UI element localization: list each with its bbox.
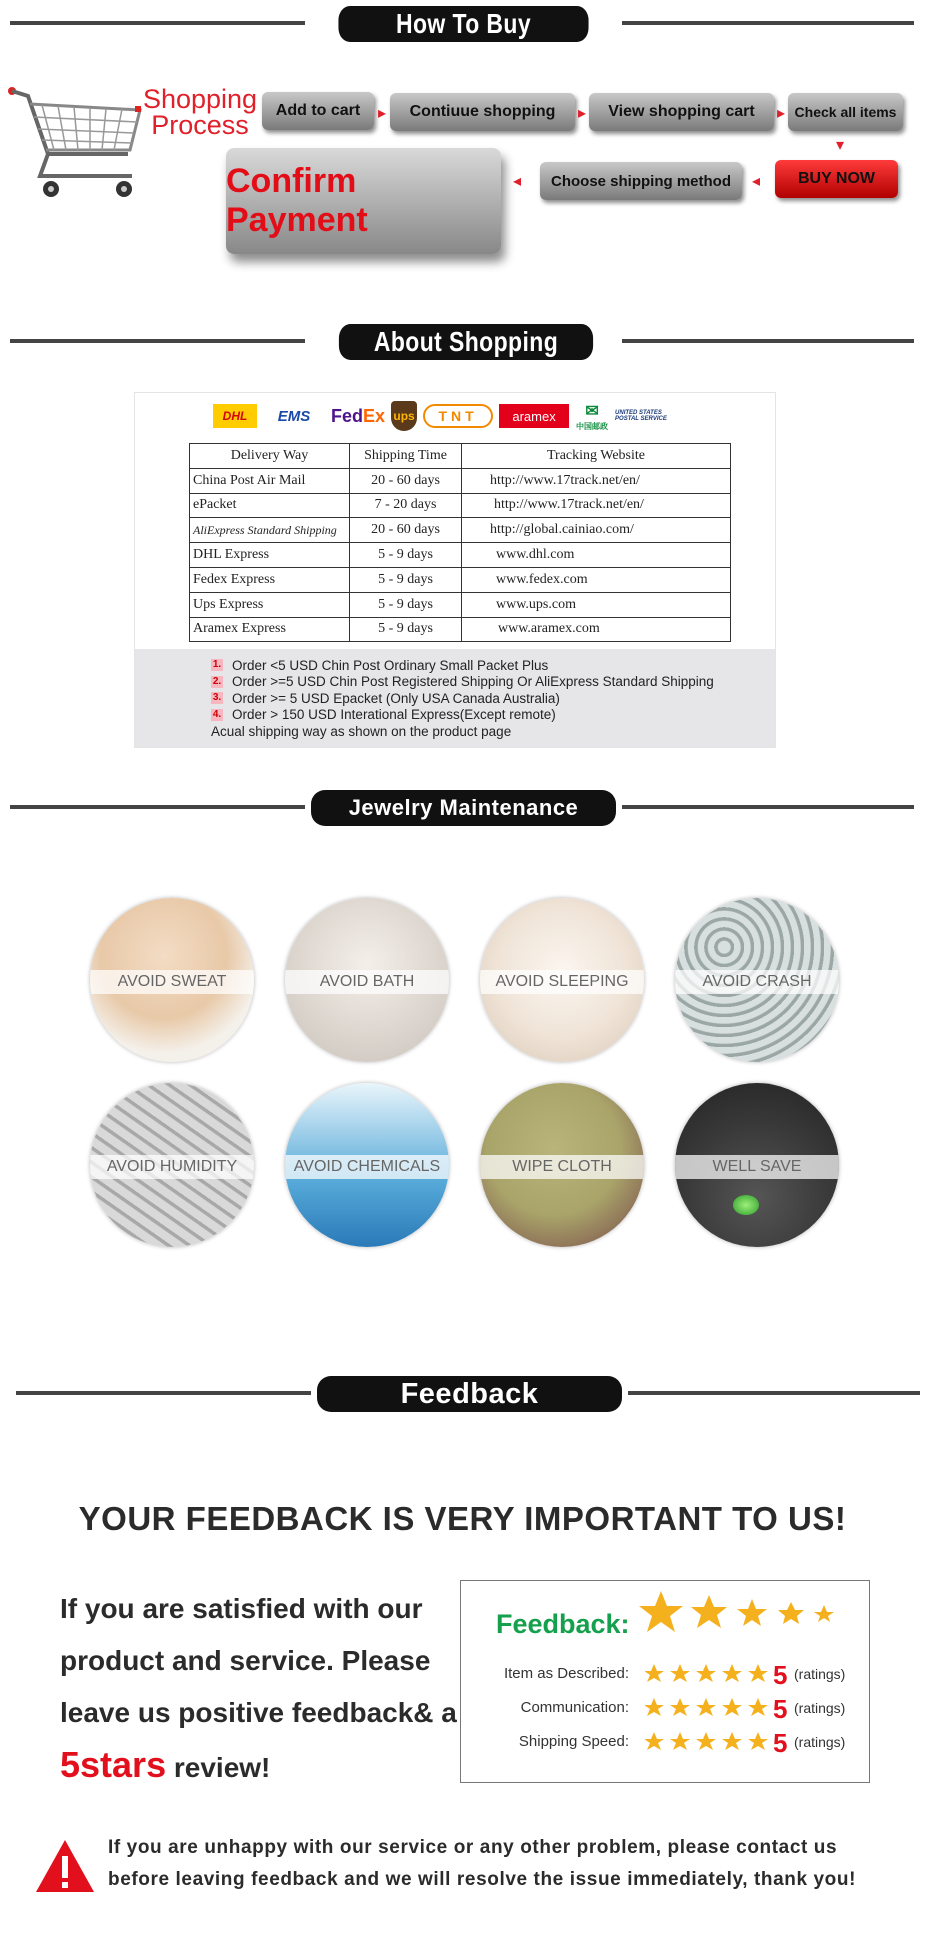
star-icon xyxy=(670,1698,690,1716)
tracking-website[interactable]: www.ups.com xyxy=(462,592,731,617)
carrier-logos xyxy=(213,399,685,433)
star-icon xyxy=(737,1599,767,1626)
shipping-time: 7 - 20 days xyxy=(350,493,462,518)
table-row xyxy=(190,617,731,642)
rating-name: Communication: xyxy=(520,1699,629,1716)
list-item xyxy=(211,707,714,724)
tracking-website[interactable]: www.dhl.com xyxy=(462,543,731,568)
star-icon xyxy=(639,1591,683,1632)
tracking-website[interactable]: www.fedex.com xyxy=(462,567,731,592)
shipping-time: 5 - 9 days xyxy=(350,592,462,617)
section-header-jewelry-maintenance xyxy=(0,788,925,828)
note-text: Order >=5 USD Chin Post Registered Shipping Or AliExpress Standard Shipping xyxy=(232,674,714,690)
step-label: Add to cart xyxy=(275,102,361,119)
step-view-cart[interactable] xyxy=(589,93,774,131)
tracking-website[interactable]: http://www.17track.net/en/ xyxy=(462,493,731,518)
maintenance-label: AVOID SWEAT xyxy=(90,970,254,994)
shipping-time: 5 - 9 days xyxy=(350,567,462,592)
delivery-way: Aramex Express xyxy=(190,617,350,642)
title-line-2: Process xyxy=(151,110,249,140)
shipping-time: 20 - 60 days xyxy=(350,468,462,493)
step-label: Confirm Payment xyxy=(226,162,368,239)
maintenance-label: AVOID CHEMICALS xyxy=(285,1155,449,1179)
header-rule-right xyxy=(628,1391,920,1395)
five-stars-text: 5stars xyxy=(60,1744,167,1785)
maintenance-avoid-bath xyxy=(285,898,449,1062)
feedback-rating-box xyxy=(460,1580,870,1783)
maintenance-avoid-crash xyxy=(675,898,839,1062)
fedex-logo xyxy=(331,404,385,428)
feedback-line: If you are satisfied with our xyxy=(60,1593,423,1624)
arrow-right-icon: ▸ xyxy=(578,105,587,122)
arrow-left-icon: ◂ xyxy=(752,173,761,190)
step-add-to-cart[interactable] xyxy=(262,92,374,130)
note-number: 1. xyxy=(212,659,222,671)
china-post-text: 中国邮政 xyxy=(576,421,609,431)
star-icon xyxy=(748,1732,768,1750)
section-title: How To Buy xyxy=(338,6,588,42)
delivery-way: Ups Express xyxy=(190,592,350,617)
shipping-table xyxy=(189,443,731,642)
list-item xyxy=(211,657,714,674)
arrow-right-icon: ▸ xyxy=(777,105,786,122)
rating-stars xyxy=(645,1732,770,1757)
delivery-way: DHL Express xyxy=(190,543,350,568)
list-item xyxy=(211,690,714,707)
rating-name: Shipping Speed: xyxy=(518,1733,629,1750)
shipping-notes xyxy=(211,657,714,740)
star-icon xyxy=(722,1664,742,1682)
maintenance-avoid-chemicals xyxy=(285,1083,449,1247)
star-icon xyxy=(814,1605,834,1622)
china-post-logo xyxy=(575,402,609,431)
rating-item-as-described xyxy=(461,1660,861,1690)
section-header-about-shopping xyxy=(0,322,925,362)
note-text: Order > 150 USD Interational Express(Except remote) xyxy=(232,707,556,723)
gem-icon xyxy=(733,1195,759,1215)
column-header: Shipping Time xyxy=(350,444,462,469)
list-item xyxy=(211,674,714,691)
star-icon xyxy=(691,1595,727,1628)
header-rule-right xyxy=(622,805,914,809)
step-label: Choose shipping method xyxy=(551,172,731,190)
rating-shipping-speed xyxy=(461,1728,861,1758)
fedex-ex: Ex xyxy=(363,405,386,426)
arrow-right-icon: ▸ xyxy=(378,105,387,122)
column-header: Tracking Website xyxy=(462,444,731,469)
maintenance-well-save xyxy=(675,1083,839,1247)
rating-score: 5 xyxy=(773,1660,788,1690)
usps-logo: UNITED STATES POSTAL SERVICE xyxy=(615,410,667,422)
arrow-down-icon: ▾ xyxy=(836,137,845,154)
star-icon xyxy=(748,1698,768,1716)
delivery-way: Fedex Express xyxy=(190,567,350,592)
table-header-row xyxy=(190,444,731,469)
delivery-way: China Post Air Mail xyxy=(190,468,350,493)
shipping-time: 5 - 9 days xyxy=(350,543,462,568)
shipping-time: 5 - 9 days xyxy=(350,617,462,642)
feedback-headline: YOUR FEEDBACK IS VERY IMPORTANT TO US! xyxy=(78,1500,847,1537)
note-text: Acual shipping way as shown on the product page xyxy=(211,723,512,739)
maintenance-label: AVOID CRASH xyxy=(675,970,839,994)
review-text: review! xyxy=(166,1752,271,1783)
contact-line: before leaving feedback and we will resolve the issue immediately, thank you! xyxy=(108,1869,857,1890)
star-icon xyxy=(696,1732,716,1750)
maintenance-label: AVOID HUMIDITY xyxy=(90,1155,254,1179)
delivery-way: ePacket xyxy=(190,493,350,518)
star-rating-large xyxy=(639,1589,839,1639)
step-label: Check all items xyxy=(794,104,897,120)
ups-logo: ups xyxy=(391,401,417,431)
step-confirm-payment[interactable] xyxy=(226,148,501,254)
shipping-info-panel xyxy=(134,392,776,748)
section-header-feedback xyxy=(0,1374,925,1414)
star-icon xyxy=(722,1698,742,1716)
step-label: BUY NOW xyxy=(797,170,876,187)
tracking-website[interactable]: http://global.cainiao.com/ xyxy=(462,518,731,543)
note-text: Order >= 5 USD Epacket (Only USA Canada Australia) xyxy=(232,690,560,706)
tracking-website[interactable]: www.aramex.com xyxy=(462,617,731,642)
star-icon xyxy=(696,1664,716,1682)
maintenance-wipe-cloth xyxy=(480,1083,644,1247)
maintenance-avoid-sleeping xyxy=(480,898,644,1062)
rating-unit: (ratings) xyxy=(794,1666,846,1682)
delivery-way: AliExpress Standard Shipping xyxy=(190,518,350,543)
star-icon xyxy=(696,1698,716,1716)
maintenance-avoid-sweat xyxy=(90,898,254,1062)
rating-unit: (ratings) xyxy=(794,1734,846,1750)
step-check-items[interactable] xyxy=(788,93,903,131)
step-buy-now[interactable] xyxy=(775,160,898,198)
china-post-mark: ✉ xyxy=(585,402,599,420)
arrow-left-icon: ◂ xyxy=(513,173,522,190)
shopping-cart-icon xyxy=(8,84,143,204)
star-icon xyxy=(722,1732,742,1750)
tracking-website[interactable]: http://www.17track.net/en/ xyxy=(462,468,731,493)
rating-stars xyxy=(645,1664,770,1689)
header-rule-right xyxy=(622,21,914,25)
contact-message xyxy=(108,1832,908,1896)
ems-logo: EMS xyxy=(277,407,311,425)
step-choose-shipping[interactable] xyxy=(540,162,742,200)
section-header-how-to-buy xyxy=(0,4,925,44)
header-rule-left xyxy=(10,339,305,343)
table-row xyxy=(190,592,731,617)
section-title: Feedback xyxy=(317,1376,622,1412)
rating-name: Item as Described: xyxy=(503,1665,629,1682)
fedex-fed: Fed xyxy=(331,405,364,426)
feedback-request xyxy=(60,1583,460,1794)
star-icon xyxy=(645,1698,664,1716)
star-icon xyxy=(778,1602,804,1624)
star-icon xyxy=(645,1664,664,1682)
table-row xyxy=(190,493,731,518)
aramex-logo: aramex xyxy=(499,404,569,428)
rating-score: 5 xyxy=(773,1728,788,1758)
note-number: 2. xyxy=(212,675,222,687)
notes-footer xyxy=(211,723,714,740)
maintenance-label: WELL SAVE xyxy=(675,1155,839,1179)
table-row xyxy=(190,543,731,568)
rating-unit: (ratings) xyxy=(794,1700,846,1716)
dhl-logo: DHL xyxy=(213,404,257,428)
note-number: 4. xyxy=(212,708,222,720)
rating-stars xyxy=(645,1698,770,1723)
tnt-logo: TNT xyxy=(423,404,493,428)
warning-icon xyxy=(34,1838,96,1894)
star-icon xyxy=(748,1664,768,1682)
section-title: About Shopping xyxy=(339,324,593,360)
title-line-1: Shopping xyxy=(142,84,258,114)
contact-line: If you are unhappy with our service or any other problem, please contact us xyxy=(108,1837,838,1858)
step-label: Contiuue shopping xyxy=(409,103,556,120)
feedback-line xyxy=(60,1739,460,1794)
feedback-line: product and service. Please xyxy=(60,1645,431,1676)
star-icon xyxy=(670,1732,690,1750)
rating-score: 5 xyxy=(773,1694,788,1724)
star-icon xyxy=(645,1732,664,1750)
table-row xyxy=(190,567,731,592)
header-rule-right xyxy=(622,339,914,343)
maintenance-label: WIPE CLOTH xyxy=(480,1155,644,1179)
header-rule-left xyxy=(16,1391,311,1395)
table-row xyxy=(190,468,731,493)
note-number: 3. xyxy=(212,692,222,704)
step-label: View shopping cart xyxy=(608,103,755,120)
feedback-line: leave us positive feedback& a xyxy=(60,1697,457,1728)
rating-communication xyxy=(461,1694,861,1724)
star-icon xyxy=(670,1664,690,1682)
header-rule-left xyxy=(10,21,305,25)
header-rule-left xyxy=(10,805,305,809)
maintenance-avoid-humidity xyxy=(90,1083,254,1247)
shipping-time: 20 - 60 days xyxy=(350,518,462,543)
step-continue-shopping[interactable] xyxy=(390,93,575,131)
table-row xyxy=(190,518,731,543)
feedback-label: Feedback: xyxy=(496,1609,630,1639)
note-text: Order <5 USD Chin Post Ordinary Small Packet Plus xyxy=(232,657,549,673)
column-header: Delivery Way xyxy=(190,444,350,469)
shopping-process-title xyxy=(140,86,260,138)
maintenance-label: AVOID BATH xyxy=(285,970,449,994)
section-title: Jewelry Maintenance xyxy=(311,790,616,826)
maintenance-label: AVOID SLEEPING xyxy=(480,970,644,994)
